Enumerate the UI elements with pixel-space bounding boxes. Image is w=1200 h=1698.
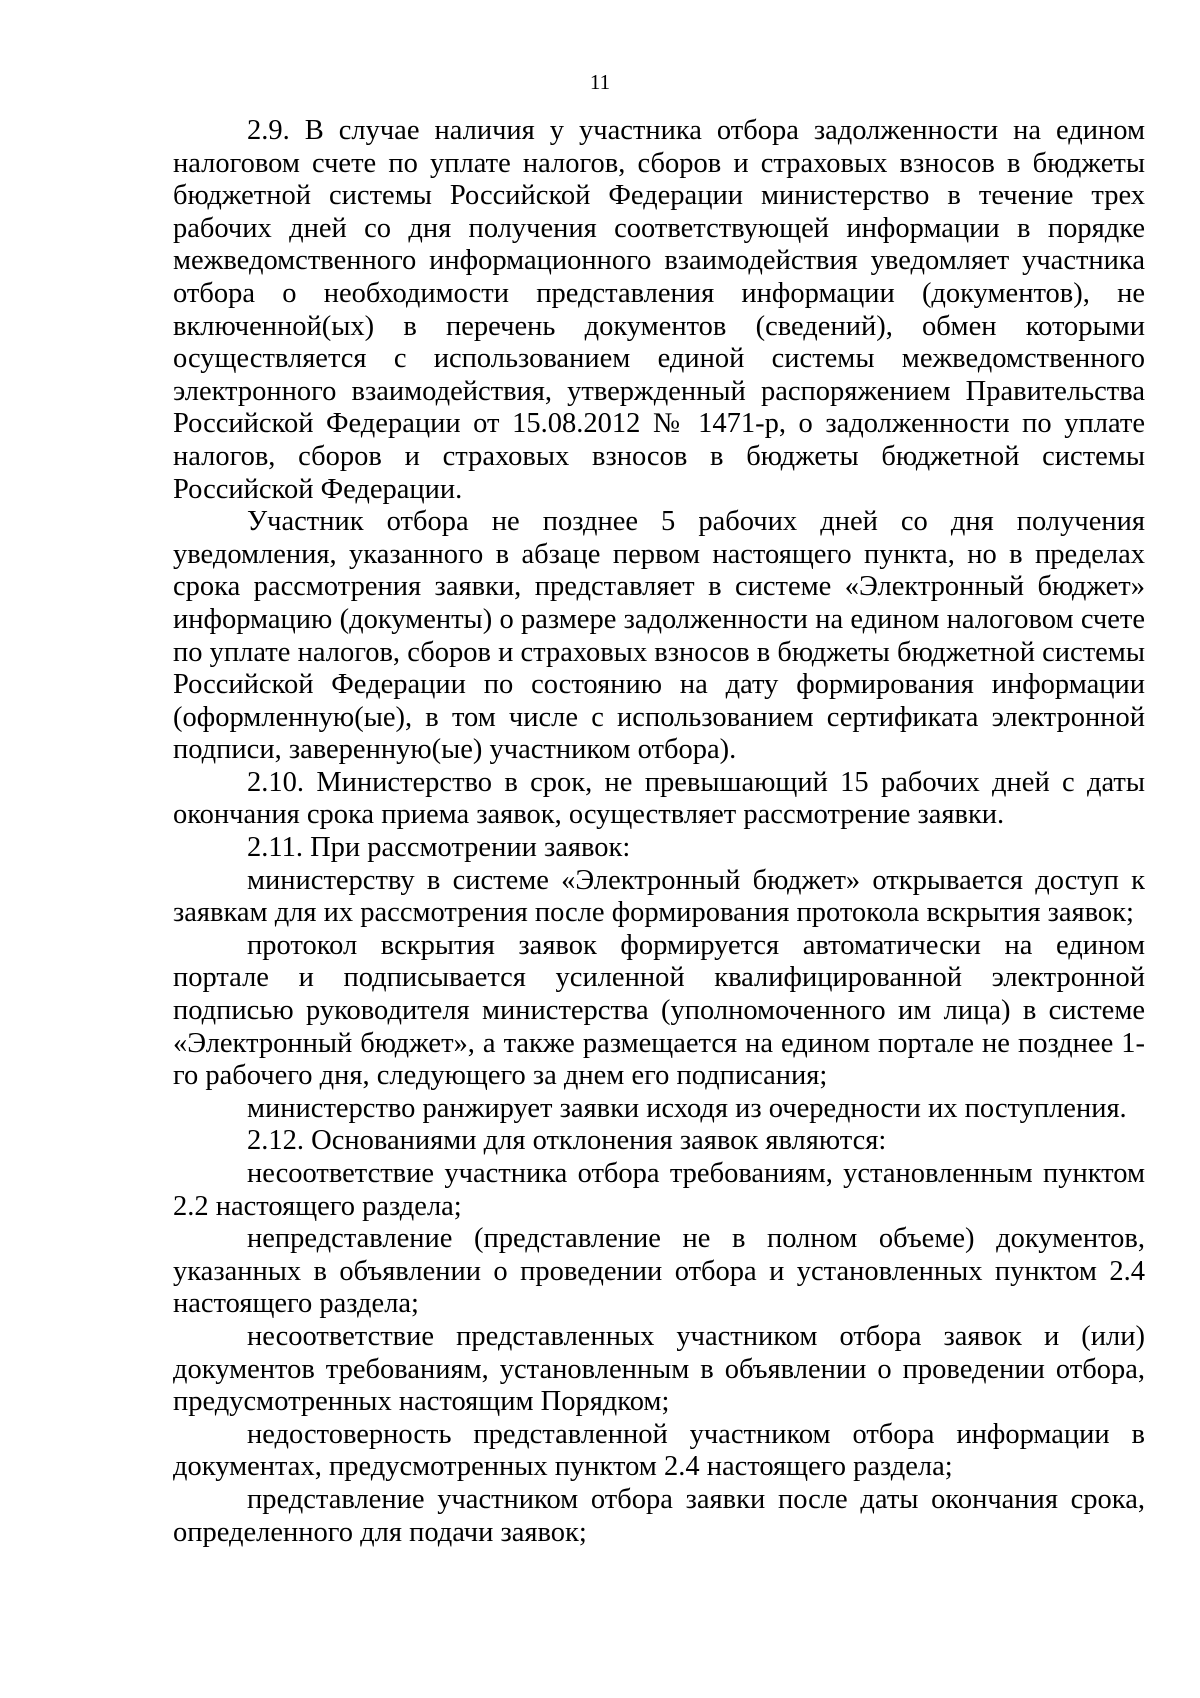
paragraph-participant-deadline: Участник отбора не позднее 5 рабочих дней со дня получения уведомления, указанного в абзаце первом настоящего пункта, но в пределах срока рассмотрения заявки, представляет в системе «Электронный бюджет» информацию (документы) о размере задолженности на едином налоговом счете по уплате налогов, сборов и страховых взносов в бюджеты бюджетной системы Российской Федерации по состоянию на дату формирования информации (оформленную(ые), в том числе с использованием сертификата электронной подписи, заверенную(ые) участником отбора).: [173, 506, 1145, 766]
paragraph-2-12: 2.12. Основаниями для отклонения заявок являются:: [247, 1125, 887, 1157]
paragraph-access-to-applications: министерству в системе «Электронный бюджет» открывается доступ к заявкам для их рассмотрения после формирования протокола вскрытия заявок;: [173, 864, 1145, 929]
paragraph-2-11: 2.11. При рассмотрении заявок:: [247, 832, 631, 864]
document-body: [173, 115, 1145, 1549]
rejection-ground-nonconformity: несоответствие представленных участником отбора заявок и (или) документов требованиям, установленным в объявлении о проведении отбора, предусмотренных настоящим Порядком;: [173, 1320, 1145, 1418]
paragraph-2-9: 2.9. В случае наличия у участника отбора задолженности на едином налоговом счете по уплате налогов, сборов и страховых взносов в бюджеты бюджетной системы Российской Федерации министерство в течение трех рабочих дней со дня получения соответствующей информации в порядке межведомственного информационного взаимодействия уведомляет участника отбора о необходимости представления информации (документов), не включенной(ых) в перечень документов (сведений), обмен которыми осуществляется с использованием единой системы межведомственного электронного взаимодействия, утвержденный распоряжением Правительства Российской Федерации от 15.08.2012 № 1471-р, о задолженности по уплате налогов, сборов и страховых взносов в бюджеты бюджетной системы Российской Федерации.: [173, 115, 1145, 505]
rejection-ground-requirements: несоответствие участника отбора требованиям, установленным пунктом 2.2 настоящего раздела;: [173, 1158, 1145, 1222]
rejection-ground-unreliable-info: недостоверность представленной участником отбора информации в документах, предусмотренных пунктом 2.4 настоящего раздела;: [173, 1418, 1145, 1483]
paragraph-ranking: министерство ранжирует заявки исходя из очередности их поступления.: [247, 1092, 1127, 1124]
page-number: 11: [589, 70, 611, 94]
paragraph-2-10: 2.10. Министерство в срок, не превышающий 15 рабочих дней с даты окончания срока приема заявок, осуществляет рассмотрение заявки.: [173, 766, 1145, 831]
rejection-ground-late-submission: представление участником отбора заявки после даты окончания срока, определенного для подачи заявок;: [173, 1483, 1145, 1548]
paragraph-opening-protocol: протокол вскрытия заявок формируется автоматически на едином портале и подписывается усиленной квалифицированной электронной подписью руководителя министерства (уполномоченного им лица) в системе «Электронный бюджет», а также размещается на едином портале не позднее 1-го рабочего дня, следующего за днем его подписания;: [173, 929, 1145, 1092]
rejection-ground-missing-documents: непредставление (представление не в полном объеме) документов, указанных в объявлении о проведении отбора и установленных пунктом 2.4 настоящего раздела;: [173, 1223, 1145, 1320]
